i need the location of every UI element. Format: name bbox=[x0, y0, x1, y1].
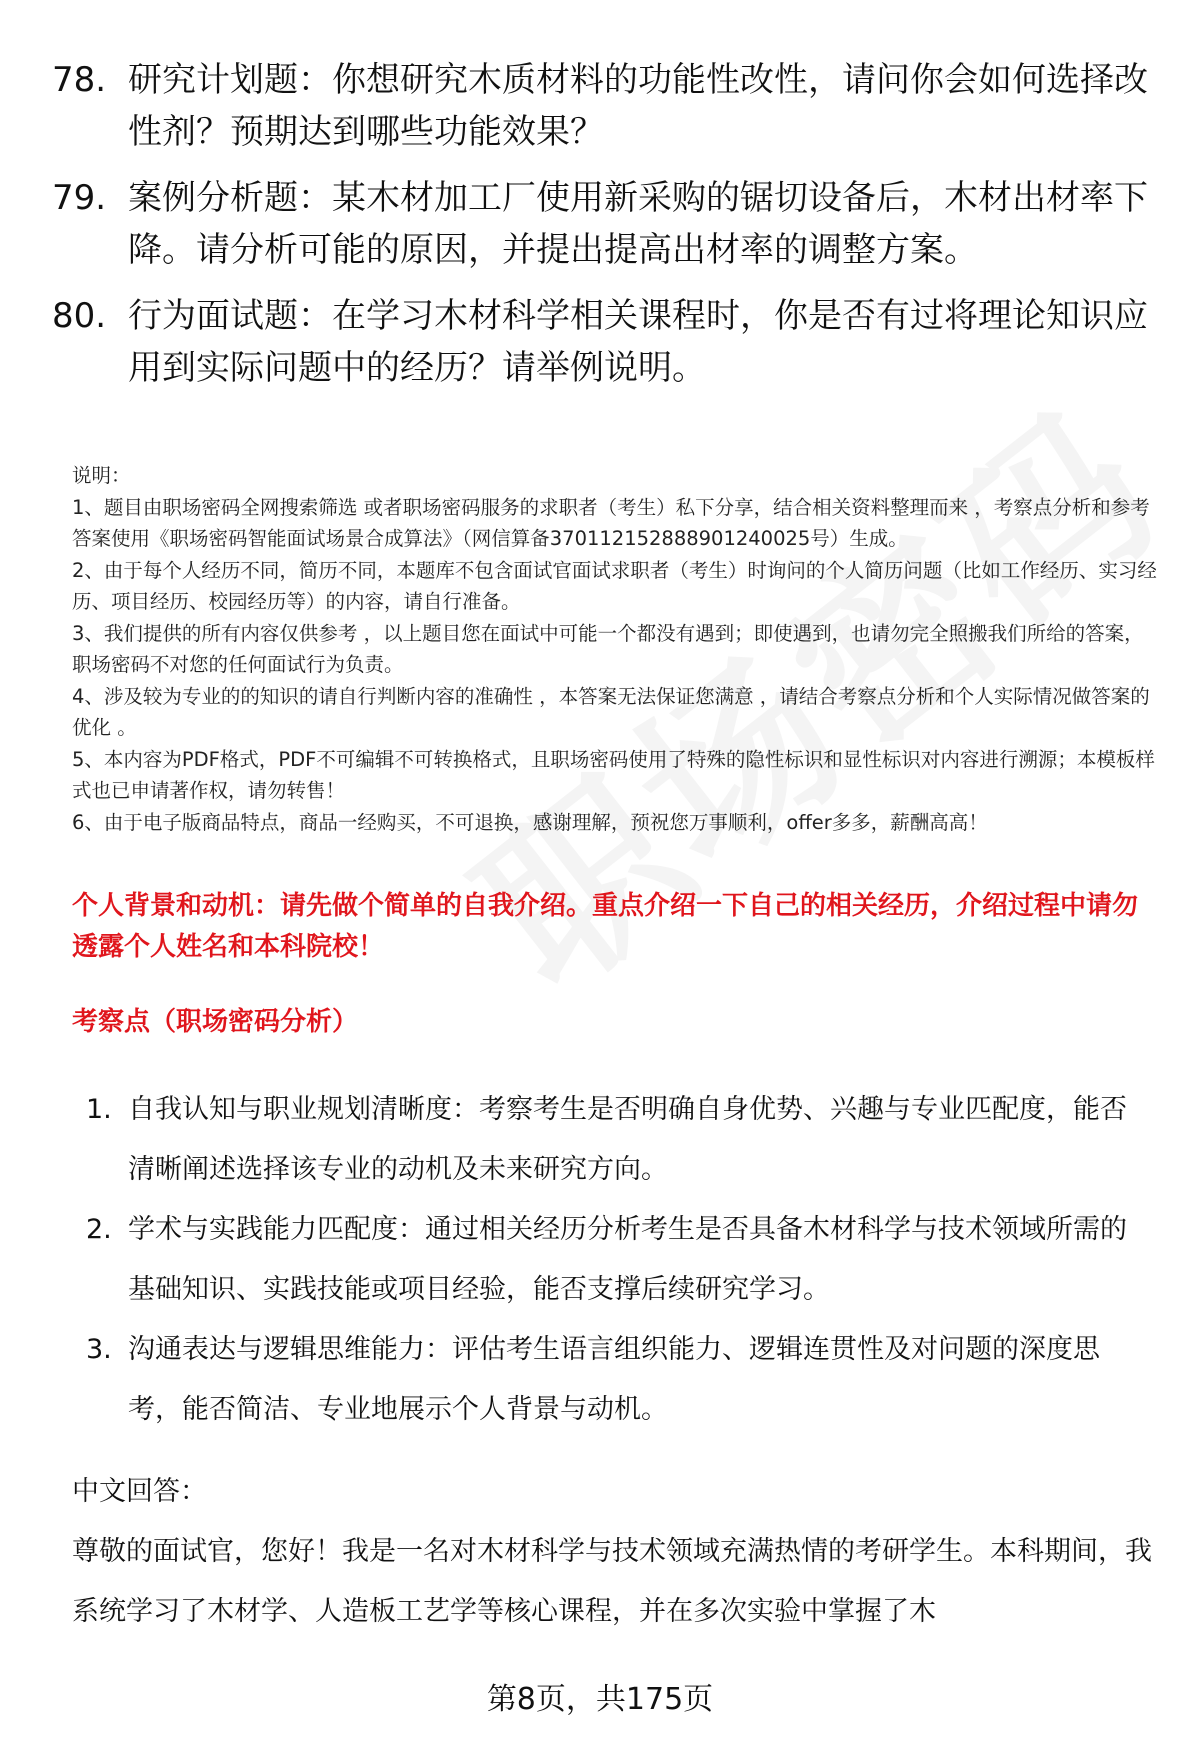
note-item: 4、涉及较为专业的的知识的请自行判断内容的准确性 ，本答案无法保证您满意 ，请结合考察点分析和个人实际情况做答案的优化 。 bbox=[72, 684, 1150, 739]
analysis-title: 考察点（职场密码分析） bbox=[72, 1007, 359, 1037]
point-number: 3. bbox=[86, 1334, 112, 1365]
point-number: 2. bbox=[86, 1214, 112, 1245]
analysis-point bbox=[72, 1200, 1152, 1320]
question-text: 案例分析题：某木材加工厂使用新采购的锯切设备后，木材出材率下降。请分析可能的原因，并提出提高出材率的调整方案。 bbox=[128, 178, 1148, 270]
question-text: 行为面试题：在学习木材科学相关课程时，你是否有过将理论知识应用到实际问题中的经历？请举例说明。 bbox=[128, 296, 1148, 388]
question-78 bbox=[52, 54, 1152, 158]
question-80 bbox=[52, 290, 1152, 394]
page-number: 第8页，共175页 bbox=[486, 1682, 714, 1717]
point-number: 1. bbox=[86, 1094, 112, 1125]
note-item: 2、由于每个人经历不同，简历不同，本题库不包含面试官面试求职者（考生）时询问的个人简历问题（比如工作经历、实习经历、项目经历、校园经历等）的内容，请自行准备。 bbox=[72, 558, 1157, 613]
section-title: 个人背景和动机：请先做个简单的自我介绍。重点介绍一下自己的相关经历，介绍过程中请勿透露个人姓名和本科院校！ bbox=[72, 891, 1139, 962]
answer-section bbox=[72, 1462, 1162, 1642]
question-number: 80. bbox=[52, 296, 107, 336]
note-item: 5、本内容为PDF格式，PDF不可编辑不可转换格式，且职场密码使用了特殊的隐性标识和显性标识对内容进行溯源；本模板样式也已申请著作权，请勿转售！ bbox=[72, 747, 1155, 802]
answer-label: 中文回答： bbox=[72, 1476, 207, 1507]
notes-section bbox=[72, 460, 1162, 838]
point-text: 沟通表达与逻辑思维能力：评估考生语言组织能力、逻辑连贯性及对问题的深度思考，能否简洁、专业地展示个人背景与动机。 bbox=[128, 1334, 1100, 1425]
point-text: 学术与实践能力匹配度：通过相关经历分析考生是否具备木材科学与技术领域所需的基础知识、实践技能或项目经验，能否支撑后续研究学习。 bbox=[128, 1214, 1127, 1305]
analysis-point bbox=[72, 1080, 1152, 1200]
analysis-points bbox=[72, 1080, 1152, 1440]
notes-title: 说明： bbox=[72, 464, 131, 487]
note-item: 6、由于电子版商品特点，商品一经购买，不可退换，感谢理解，预祝您万事顺利，offer多多，薪酬高高！ bbox=[72, 810, 988, 834]
note-item: 3、我们提供的所有内容仅供参考 ，以上题目您在面试中可能一个都没有遇到；即使遇到，也请勿完全照搬我们所给的答案，职场密码不对您的任何面试行为负责。 bbox=[72, 621, 1144, 676]
answer-text: 尊敬的面试官，您好！我是一名对木材科学与技术领域充满热情的考研学生。本科期间，我系统学习了木材学、人造板工艺学等核心课程，并在多次实验中掌握了木 bbox=[72, 1536, 1152, 1627]
question-79 bbox=[52, 172, 1152, 276]
analysis-point bbox=[72, 1320, 1152, 1440]
point-text: 自我认知与职业规划清晰度：考察考生是否明确自身优势、兴趣与专业匹配度，能否清晰阐述选择该专业的动机及未来研究方向。 bbox=[128, 1094, 1127, 1185]
question-number: 79. bbox=[52, 178, 107, 218]
question-text: 研究计划题：你想研究木质材料的功能性改性，请问你会如何选择改性剂？预期达到哪些功能效果？ bbox=[128, 60, 1148, 152]
question-number: 78. bbox=[52, 60, 107, 100]
note-item: 1、题目由职场密码全网搜索筛选 或者职场密码服务的求职者（考生）私下分享，结合相关资料整理而来 ，考察点分析和参考答案使用《职场密码智能面试场景合成算法》（网信算备370112152888901240025号）生成。 bbox=[72, 495, 1150, 550]
